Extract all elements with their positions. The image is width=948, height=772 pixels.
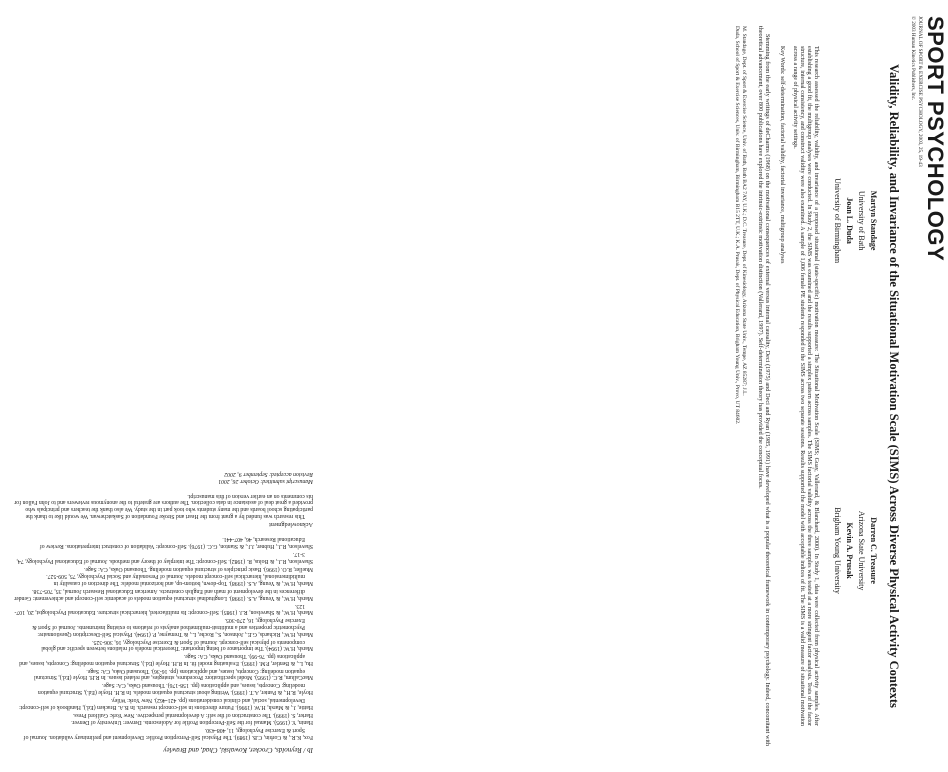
journal-citation: JOURNAL OF SPORT & EXERCISE PSYCHOLOGY, 2003, 25, 19-43 — [917, 16, 923, 167]
reference-entry: Harter, S. (1999). The construction of the self: A developmental perspective. New York: Guilford Press. — [72, 711, 313, 718]
author-affiliation: University of Birmingham — [833, 178, 843, 264]
reference-entry: Marsh, H.W. (1994). The importance of being important: Theoretical models of relations between specific and global components of physical self-concept. Journal of Sport & Exercise Psychology, 16, 306-325. — [41, 638, 313, 652]
reference-list — [13, 536, 313, 740]
reference-entry: Marsh, H.W., Richards, G.E., Johnson, S., Roche, L., & Tremayne, P. (1994). Physical Self-Description Questionnaire: Psychometric properties and a multitrait-multimethod analysis of relations to existing instruments. Journal of Sport & Exercise Psychology, 16, 270-305. — [32, 617, 313, 637]
journal-name: SPORT PSYCHOLOGY — [923, 16, 948, 262]
reference-entry: MacCallum, R.C. (1995). Model specification: Procedures, strategies, and related issues. In R.H. Hoyle (Ed.), Structural equation modeling: Concepts, issues, and applications (pp. 16-36). Thousand Oaks, CA: Sage. — [34, 667, 313, 681]
author — [858, 507, 879, 593]
author-name: Joan L. Duda — [845, 197, 855, 244]
article-first-page — [684, 16, 946, 756]
reference-entry: Shavelson, R.J., & Bolus, R. (1982). Self-concept: The interplay of theory and methods. Journal of Educational Psychology, 74, 3-17. — [16, 550, 313, 564]
author-affiliation: Arizona State University — [857, 510, 867, 591]
author-block — [828, 56, 879, 716]
reference-page — [13, 16, 313, 756]
submission-dates — [13, 470, 313, 483]
reference-entry: Hanin, Y. (1995). Manual for the Self-Perception Profile for Adolescents. Denver: University of Denver. — [71, 719, 313, 726]
reference-entry: Marsh, H.W., & Yeung, A.S. (1998). Longitudinal structural equation models of academic self-concept and achievement: Gender differences in the development of math and English constructs. American Educational Research Journal, 35, 705-738. — [14, 588, 313, 601]
author-name: Darren C. Treasure — [869, 517, 879, 584]
reference-entry: Hattie, J., & Marsh, H.W. (1996). Future directions in self-concept research. In B.A. Bracken (Ed.), Handbook of self-concept: Developmental, social, and clinical considerations (pp. 421-462). New York: Wiley. — [19, 696, 313, 710]
intro-paragraph: Stemming from the early writings of deCharms (1968) on the motivational consequences of external versus internal causality, Deci (1975) and Deci and Ryan (1985, 1991) have developed what is a popular theoretical framework in contemporary psychology. Indeed, concomitant with theoretical advancement, over 800 publications have explored the intrinsic-extrinsic motivation distinction (Vallerand, 1997). Self-determination theory has provided the conceptual focus. — [756, 26, 772, 746]
author-name: Martyn Standage — [869, 190, 879, 251]
article-title: Validity, Reliability, and Invariance of the Situational Motivation Scale (SIMS) Across Diverse Physical Activity Contexts — [887, 64, 901, 708]
abstract: This research assessed the reliability, validity, and invariance of a proposed situational (state-specific) motivation measure: The Situational Motivation Scale (SIMS; Guay, Vallerand, & Blanchard, 2000). In Study 1, data were collected from physical activity samples. After establishing a good fit, the multigroup analyses were conducted. In Study 2, the SIMS was examined and the results supported a simplex pattern across samples. The SIMS factorial validity across the three samples was tested at a more stringent factor analysis. Tests of the factor structure, internal consistency, and construct validity were also examined. A sample of 1,006 female PE students responded to the SIMS across two separate sessions. Results supported the model with acceptable indices of fit. The SIMS is a valid measure of situational motivation across a range of physical activity settings. — [792, 46, 820, 726]
reference-entry: Hu, L., & Bentler, P.M. (1995). Evaluating model fit. In R.H. Hoyle (Ed.), Structural equation modeling: Concepts, issues, and applications (pp. 76-99). Thousand Oaks, CA: Sage. — [19, 653, 313, 666]
reference-entry: Marsh, H.W., & Yeung, A.S. (1998). Top-down, bottom-up, and horizontal models: The direction of causality in multidimensional, hierarchical self-concept models. Journal of Personality and Social Psychology, 75, 509-527. — [46, 573, 313, 587]
manuscript-submitted: Manuscript submitted: October 26, 2001 — [218, 477, 313, 484]
author — [858, 178, 879, 263]
author — [834, 178, 855, 263]
author-column-right — [831, 507, 879, 593]
reference-entry: Shavelson, R.J., Hubner, J.J., & Stanton, G.C. (1976). Self-concept: Validation of construct interpretations. Review of Educational Research, 46, 407-441. — [39, 536, 313, 550]
acknowledgment-heading: Acknowledgment — [269, 520, 313, 528]
affiliation-line: Duda, School of Sport & Exercise Sciences, Univ. of Birmingham, Birmingham B15 2TT, U.K.; K.A. Prusak, Dept. of Physical Education, Brigham Young Univ., Provo, UT 84602. — [734, 26, 741, 425]
author-column-left — [831, 178, 879, 263]
author — [834, 507, 855, 593]
revision-received: Revision accepted: September 9, 2002 — [224, 471, 313, 478]
key-words: Key Words: self-determination, factorial validity, factorial invariance, multigroup analyses — [779, 46, 786, 264]
author-affiliation: University of Bath — [857, 190, 867, 251]
running-head: Ib / Reynolds, Crocker, Kowalski, Chad, and Brawley — [163, 746, 313, 754]
acknowledgment-text: This research was funded by a grant from the Heart and Stroke Foundation of Saskatchewan. We would like to thank the participating school boards and the many students who took part in the study. We also thank the teachers and principals who provided a great deal of assistance in data collection. The authors are grateful to the anonymous reviewers and to John Fallon for his comments on an earlier version of this manuscript. — [14, 492, 313, 519]
author-name: Kevin A. Prusak — [845, 522, 855, 579]
reference-entry: Mueller, R.O. (1996). Basic principles of structural equation modeling. Thousand Oaks, CA: Sage. — [83, 565, 313, 572]
author-affiliation: Brigham Young University — [833, 507, 843, 594]
reference-entry: Marsh, H.W., & Shavelson, R.J. (1985). Self-concept: Its multifaceted, hierarchical structure. Educational Psychologist, 20, 107-123. — [14, 602, 313, 616]
reference-entry: Fox, K.R., & Corbin, C.B. (1989). The Physical Self-Perception Profile: Development and preliminary validation. Journal of Sport & Exercise Psychology, 11, 408-430. — [23, 727, 313, 740]
reference-entry: Hoyle, R.H., & Panter, A.T. (1995). Writing about structural equation models. In R.H. Hoyle (Ed.), Structural equation modeling: Concepts, issues, and applications (pp. 158-176). Thousand Oaks, CA: Sage. — [37, 682, 313, 696]
author-affiliations-footnote — [734, 26, 747, 746]
journal-copyright: © 2003 Human Kinetics Publishers, Inc. — [910, 16, 916, 101]
affiliation-line: M. Standage, Dept. of Sport & Exercise Science, Univ. of Bath, Bath BA2 7AY, U.K.; D.C. Treasure, Dept. of Kinesiology, Arizona State Univ., Tempe, AZ 85287; J.L. — [740, 26, 747, 396]
